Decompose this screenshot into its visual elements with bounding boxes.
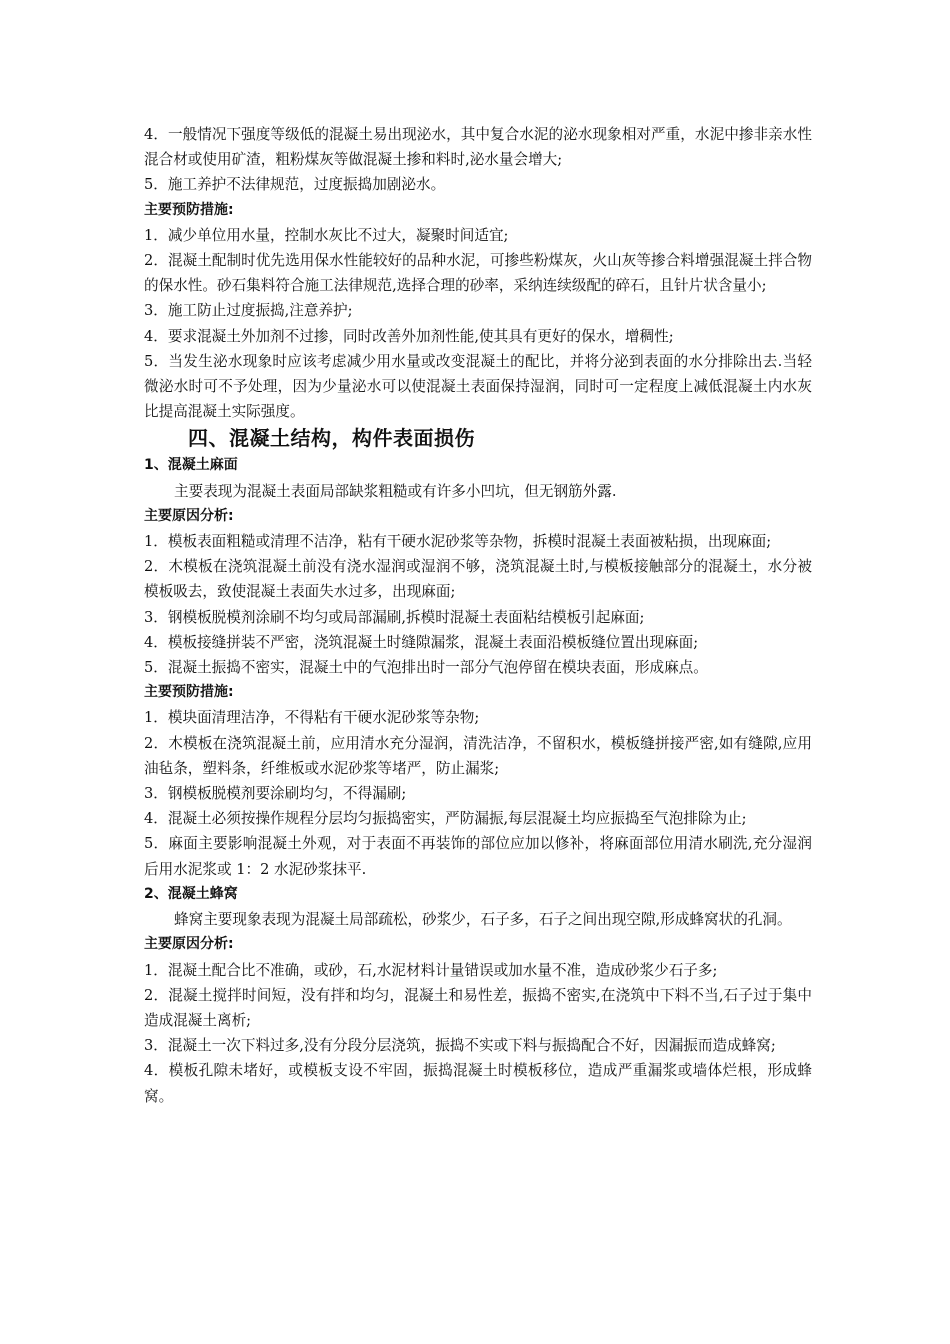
subheading: 主要原因分析: [144, 936, 234, 953]
paragraph: 蜂窝主要现象表现为混凝土局部疏松，砂浆少，石子多，石子之间出现空隙,形成蜂窝状的孔洞。 [174, 911, 792, 929]
paragraph: 4．模板接缝拼装不严密，浇筑混凝土时缝隙漏浆，混凝土表面沿模板缝位置出现麻面; [144, 633, 699, 651]
subheading: 1、混凝土麻面 [144, 457, 238, 474]
paragraph: 3．钢模板脱模剂涂刷不均匀或局部漏刷,拆模时混凝土表面粘结模板引起麻面; [144, 608, 645, 626]
paragraph: 1．模块面清理洁净，不得粘有干硬水泥砂浆等杂物; [144, 709, 480, 727]
paragraph: 2．混凝土配制时优先选用保水性能较好的品种水泥，可掺些粉煤灰，火山灰等掺合料增强混凝土拌合物的保水性。砂石集料符合施工法律规范,选择合理的砂率，采纳连续级配的碎石，且针片状含量小; [144, 252, 812, 295]
section-heading: 四、混凝土结构，构件表面损伤 [188, 426, 475, 451]
paragraph: 1．模板表面粗糙或清理不洁净，粘有干硬水泥砂浆等杂物，拆模时混凝土表面被粘损，出现麻面; [144, 533, 772, 551]
paragraph: 4．模板孔隙未堵好，或模板支设不牢固，振捣混凝土时模板移位，造成严重漏浆或墙体烂根，形成蜂窝。 [144, 1062, 812, 1105]
subheading: 主要原因分析: [144, 507, 234, 524]
paragraph: 4．混凝土必须按操作规程分层均匀振捣密实，严防漏振,每层混凝土均应振捣至气泡排除为止; [144, 810, 747, 828]
paragraph: 5．当发生泌水现象时应该考虑减少用水量或改变混凝土的配比，并将分泌到表面的水分排除出去.当轻微泌水时可不予处理，因为少量泌水可以使混凝土表面保持湿润，同时可一定程度上减低混凝土内水灰比提高混凝土实际强度。 [144, 352, 812, 421]
paragraph: 3．混凝土一次下料过多,没有分段分层浇筑，振捣不实或下料与振捣配合不好，因漏振而造成蜂窝; [144, 1037, 776, 1055]
paragraph: 1．减少单位用水量，控制水灰比不过大，凝聚时间适宜; [144, 226, 509, 244]
paragraph: 主要表现为混凝土表面局部缺浆粗糙或有许多小凹坑，但无钢筋外露. [174, 482, 617, 500]
subheading: 2、混凝土蜂窝 [144, 885, 238, 902]
paragraph: 1．混凝土配合比不准确，或砂，石,水泥材料计量错误或加水量不准，造成砂浆少石子多; [144, 961, 718, 979]
subheading: 主要预防措施: [144, 201, 234, 218]
paragraph: 2．木模板在浇筑混凝土前，应用清水充分湿润，清洗洁净，不留积水，模板缝拼接严密,如有缝隙,应用油毡条，塑料条，纤维板或水泥砂浆等堵严，防止漏浆; [144, 734, 812, 777]
paragraph: 2．木模板在浇筑混凝土前没有浇水湿润或湿润不够，浇筑混凝土时,与模板接触部分的混凝土，水分被模板吸去，致使混凝土表面失水过多，出现麻面; [144, 558, 812, 601]
document-page [144, 122, 812, 1109]
paragraph: 3．钢模板脱模剂要涂刷均匀，不得漏刷; [144, 785, 407, 803]
paragraph: 5．混凝土振捣不密实，混凝土中的气泡排出时一部分气泡停留在模块表面，形成麻点。 [144, 659, 708, 677]
paragraph: 3．施工防止过度振捣,注意养护; [144, 302, 353, 320]
paragraph: 5．麻面主要影响混凝土外观，对于表面不再装饰的部位应加以修补，将麻面部位用清水刷洗,充分湿润后用水泥浆或 1：2 水泥砂浆抹平. [144, 835, 812, 878]
paragraph: 4．一般情况下强度等级低的混凝土易出现泌水，其中复合水泥的泌水现象相对严重，水泥中掺非亲水性混合材或使用矿渣，粗粉煤灰等做混凝土掺和料时,泌水量会增大; [144, 126, 812, 169]
paragraph: 2．混凝土搅拌时间短，没有拌和均匀，混凝土和易性差，振捣不密实,在浇筑中下料不当,石子过于集中造成混凝土离析; [144, 986, 812, 1029]
subheading: 主要预防措施: [144, 684, 234, 701]
paragraph: 4．要求混凝土外加剂不过掺，同时改善外加剂性能,使其具有更好的保水，增稠性; [144, 327, 674, 345]
paragraph: 5．施工养护不法律规范，过度振捣加剧泌水。 [144, 176, 446, 194]
